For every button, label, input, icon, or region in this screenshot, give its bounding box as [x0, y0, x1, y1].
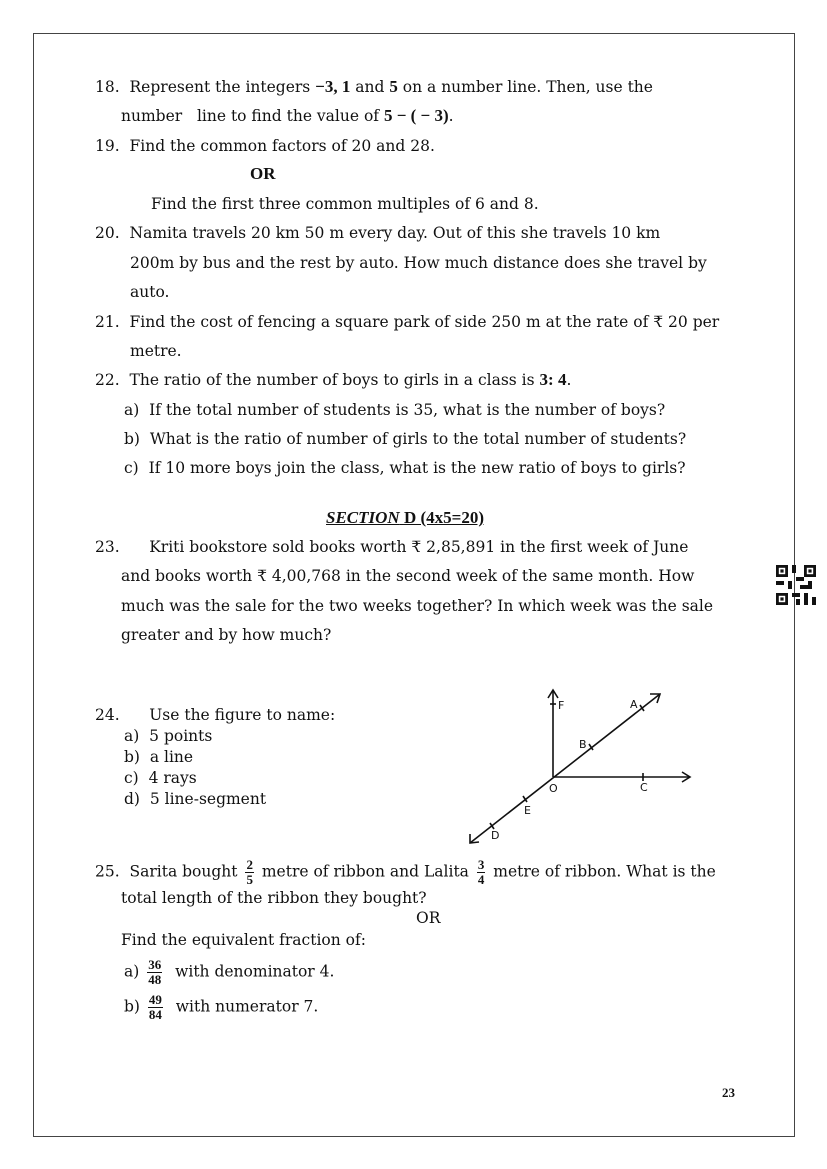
q18-math: −3, 1: [315, 77, 351, 96]
part-text: with denominator 4.: [175, 962, 335, 981]
section-title: SECTION: [326, 508, 400, 527]
part-text: a line: [149, 748, 194, 766]
q24-part-b: [124, 747, 193, 767]
q24-part-d: [124, 789, 266, 809]
numerator: 3: [477, 857, 485, 872]
part-text: 5 points: [149, 727, 213, 745]
part-text: What is the ratio of number of girls to the total number of students?: [149, 430, 687, 448]
q18-number: 18.: [95, 78, 120, 96]
label-b: B: [579, 738, 587, 751]
q19-number: 19.: [95, 137, 120, 155]
q22-part-b: [124, 429, 686, 449]
part-label: b): [124, 997, 140, 1016]
q22-part-c: [124, 458, 686, 478]
q18-line1: [95, 77, 653, 97]
part-text: 5 line-segment: [149, 790, 267, 808]
q25-text: metre of ribbon. What is the: [488, 862, 716, 881]
fraction: [147, 958, 162, 987]
part-label: c): [124, 769, 139, 787]
part-label: a): [124, 401, 140, 419]
q25-or: OR: [416, 909, 441, 927]
q19-line: [95, 136, 435, 156]
q25-line1: [95, 858, 716, 887]
q18-text: Represent the integers: [129, 78, 316, 96]
q18-text: and: [350, 78, 390, 96]
q23-number: 23.: [95, 538, 120, 556]
q21-line2: metre.: [130, 342, 182, 360]
q18-text: .: [448, 107, 454, 125]
q25-text: metre of ribbon and Lalita: [256, 862, 474, 881]
q24-part-a: [124, 726, 212, 746]
q22-text: The ratio of the number of boys to girls in a class is: [129, 371, 540, 389]
q22-number: 22.: [95, 371, 120, 389]
q25-part-b: [124, 993, 318, 1022]
part-text: with numerator 7.: [175, 997, 319, 1016]
part-label: b): [124, 748, 140, 766]
q24-text: Use the figure to name:: [149, 706, 336, 724]
label-o: O: [549, 782, 558, 795]
q18-line2: [121, 106, 454, 126]
denominator: 5: [246, 872, 253, 887]
page-number: 23: [722, 1085, 735, 1100]
line-da: [470, 694, 660, 843]
q19-text: Find the common factors of 20 and 28.: [129, 137, 435, 155]
qr-code-icon: [776, 565, 816, 605]
q22-line: [95, 370, 571, 390]
label-c: C: [640, 781, 648, 794]
q19-alt: Find the first three common multiples of 6 and 8.: [151, 195, 539, 213]
part-label: d): [124, 790, 140, 808]
part-label: b): [124, 430, 140, 448]
numerator: 2: [246, 857, 253, 872]
denominator: 84: [148, 1007, 162, 1022]
geometry-figure: [460, 680, 710, 850]
q25-part-a: [124, 958, 334, 987]
part-label: a): [124, 962, 140, 981]
q22-part-a: [124, 400, 665, 420]
q20-number: 20.: [95, 224, 120, 242]
q21-text: Find the cost of fencing a square park of side 250 m at the rate of ₹ 20 per: [129, 313, 720, 331]
q25-line2: total length of the ribbon they bought?: [121, 889, 427, 907]
part-text: 4 rays: [148, 769, 197, 787]
q25-number: 25.: [95, 862, 120, 881]
section-heading: [326, 508, 484, 528]
q22-period: .: [566, 371, 572, 389]
numerator: 36: [148, 957, 162, 972]
label-f: F: [558, 699, 565, 712]
q25-alt: Find the equivalent fraction of:: [121, 931, 366, 949]
q20-line2: 200m by bus and the rest by auto. How much distance does she travel by: [130, 254, 707, 272]
q18-math: 5: [389, 77, 398, 96]
q23-line2: and books worth ₹ 4,00,768 in the second week of the same month. How: [121, 567, 695, 585]
q18-text: number line to find the value of: [121, 107, 384, 125]
label-e: E: [524, 804, 531, 817]
q20-line3: auto.: [130, 283, 170, 301]
part-label: a): [124, 727, 140, 745]
part-text: If the total number of students is 35, what is the number of boys?: [149, 401, 666, 419]
part-text: If 10 more boys join the class, what is the new ratio of boys to girls?: [148, 459, 686, 477]
q23-line1: [95, 537, 688, 557]
q18-math: 5 − ( − 3): [383, 106, 449, 125]
fraction: [245, 858, 254, 887]
fraction: [148, 993, 163, 1022]
section-marks: D (4x5=20): [399, 508, 484, 527]
q24-part-c: [124, 768, 197, 788]
label-a: A: [630, 698, 638, 711]
q22-ratio: 3: 4: [539, 370, 567, 389]
q20-line1: [95, 223, 660, 243]
fraction: [477, 858, 486, 887]
denominator: 48: [148, 972, 162, 987]
q21-line1: [95, 312, 719, 332]
q24-line: [95, 705, 335, 725]
label-d: D: [491, 829, 500, 842]
q20-text: Namita travels 20 km 50 m every day. Out of this she travels 10 km: [129, 224, 661, 242]
q21-number: 21.: [95, 313, 120, 331]
q23-line4: greater and by how much?: [121, 626, 332, 644]
q18-text: on a number line. Then, use the: [397, 78, 653, 96]
numerator: 49: [148, 992, 162, 1007]
part-label: c): [124, 459, 139, 477]
denominator: 4: [477, 872, 485, 887]
q19-or: OR: [250, 164, 276, 183]
q23-text: Kriti bookstore sold books worth ₹ 2,85,891 in the first week of June: [149, 538, 689, 556]
q23-line3: much was the sale for the two weeks together? In which week was the sale: [121, 597, 714, 615]
q24-number: 24.: [95, 706, 120, 724]
q25-text: Sarita bought: [129, 862, 243, 881]
